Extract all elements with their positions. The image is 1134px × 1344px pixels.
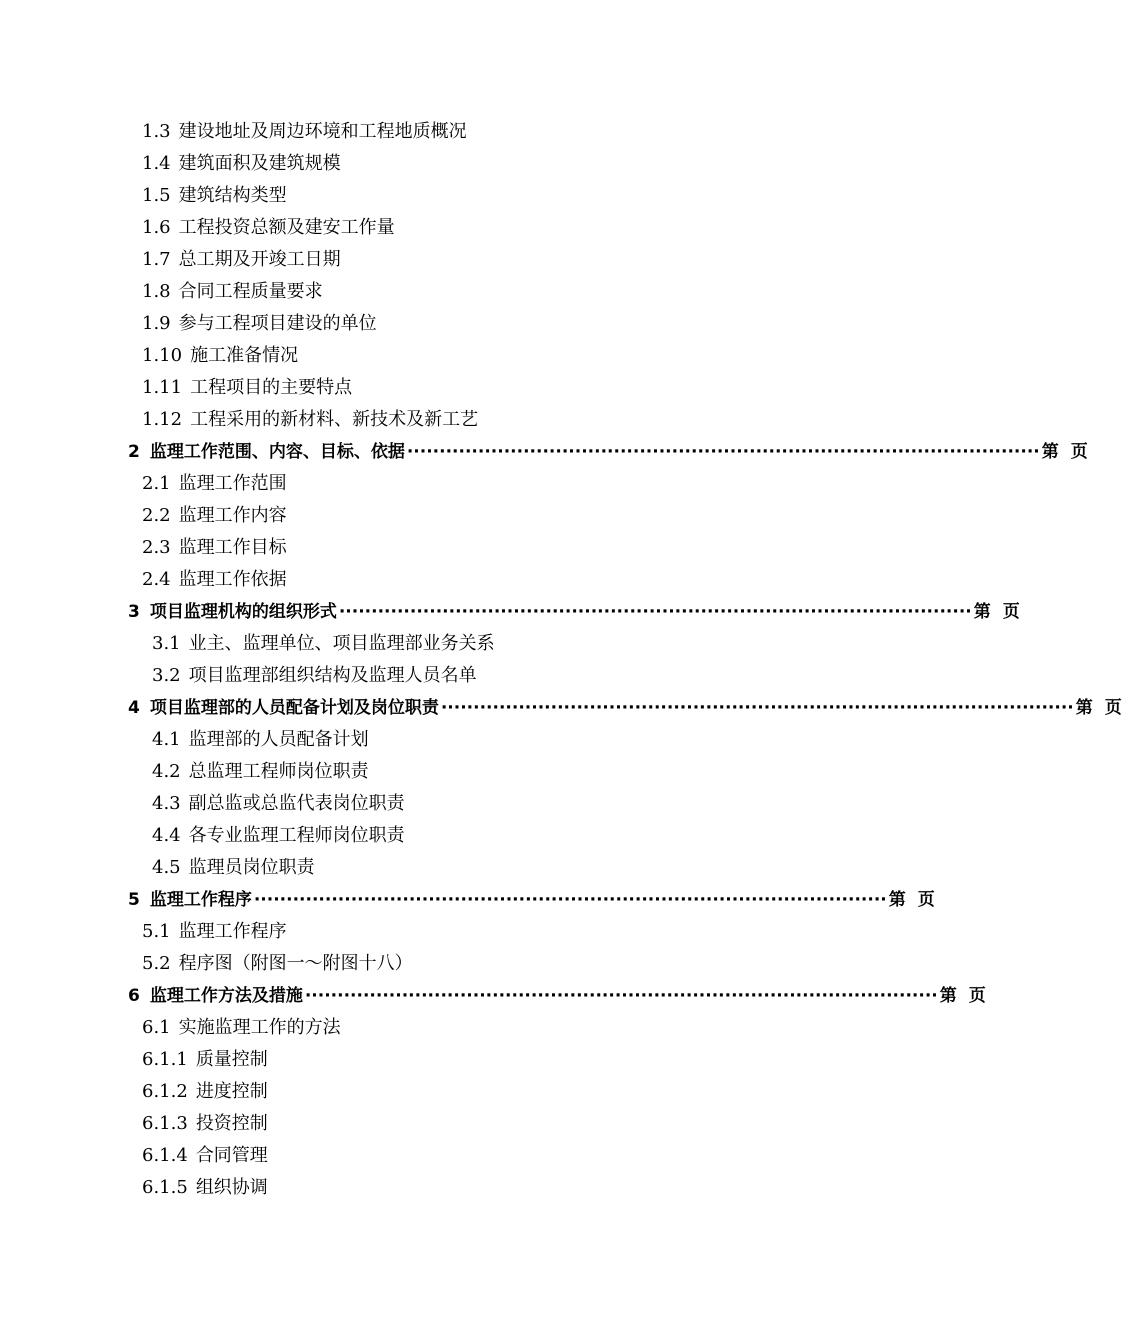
toc-entry-title: 项目监理部组织结构及监理人员名单	[188, 665, 477, 686]
toc-entry-6.1.1	[0, 1044, 950, 1076]
toc-entry-1.4	[0, 148, 950, 180]
toc-entry-title: 监理工作目标	[178, 537, 287, 558]
toc-entry-number: 1.4	[142, 153, 171, 174]
toc-chapter-6	[0, 980, 998, 1012]
toc-chapter-title: 项目监理部的人员配备计划及岗位职责	[149, 698, 439, 718]
toc-chapter-number: 6	[128, 986, 140, 1006]
toc-entry-5.2	[0, 948, 950, 980]
toc-entry-1.9	[0, 308, 950, 340]
toc-entry-title: 建筑面积及建筑规模	[178, 153, 341, 174]
toc-entry-number: 6.1.4	[142, 1145, 188, 1166]
toc-entry-number: 5.2	[142, 953, 171, 974]
toc-entry-number: 2.3	[142, 537, 171, 558]
toc-dot-leader: ··································································································	[406, 442, 1040, 462]
toc-entry-number: 1.9	[142, 313, 171, 334]
toc-page-label: 第页	[1075, 698, 1134, 718]
toc-entry-number: 1.7	[142, 249, 171, 270]
toc-entry-number: 1.12	[142, 409, 183, 430]
toc-dot-leader: ··································································································	[253, 890, 887, 910]
toc-entry-number: 2.2	[142, 505, 171, 526]
toc-entry-6.1	[0, 1012, 950, 1044]
toc-entry-title: 参与工程项目建设的单位	[178, 313, 377, 334]
toc-entry-title: 总工期及开竣工日期	[178, 249, 341, 270]
toc-chapter-5	[0, 884, 947, 916]
toc-entry-title: 合同工程质量要求	[178, 281, 323, 302]
toc-entry-title: 合同管理	[195, 1145, 268, 1166]
toc-entry-number: 2.4	[142, 569, 171, 590]
toc-entry-title: 监理部的人员配备计划	[188, 729, 369, 750]
toc-entry-2.1	[0, 468, 950, 500]
toc-entry-number: 1.10	[142, 345, 183, 366]
toc-entry-6.1.3	[0, 1108, 950, 1140]
toc-entry-4.5	[0, 852, 950, 884]
toc-entry-title: 组织协调	[195, 1177, 268, 1198]
toc-dot-leader: ··································································································	[440, 698, 1074, 718]
toc-entry-1.7	[0, 244, 950, 276]
toc-entry-title: 监理工作依据	[178, 569, 287, 590]
toc-page-label: 第页	[888, 890, 947, 910]
toc-entry-title: 施工准备情况	[190, 345, 299, 366]
toc-chapter-number: 3	[128, 602, 140, 622]
toc-entry-title: 业主、监理单位、项目监理部业务关系	[188, 633, 495, 654]
toc-entry-number: 6.1.1	[142, 1049, 188, 1070]
toc-entry-1.12	[0, 404, 950, 436]
toc-entry-title: 程序图（附图一～附图十八）	[178, 953, 413, 974]
toc-entry-title: 监理工作内容	[178, 505, 287, 526]
toc-chapter-number: 5	[128, 890, 140, 910]
toc-entry-1.8	[0, 276, 950, 308]
toc-entry-title: 工程项目的主要特点	[190, 377, 353, 398]
toc-entry-number: 1.5	[142, 185, 171, 206]
toc-entry-5.1	[0, 916, 950, 948]
toc-entry-1.10	[0, 340, 950, 372]
toc-entry-title: 建设地址及周边环境和工程地质概况	[178, 121, 467, 142]
toc-entry-6.1.2	[0, 1076, 950, 1108]
toc-entry-6.1.4	[0, 1140, 950, 1172]
toc-chapter-title: 监理工作程序	[149, 890, 252, 910]
toc-chapter-3	[0, 596, 1032, 628]
toc-entry-title: 质量控制	[195, 1049, 268, 1070]
toc-entry-title: 监理工作范围	[178, 473, 287, 494]
toc-entry-3.2	[0, 660, 950, 692]
toc-entry-title: 进度控制	[195, 1081, 268, 1102]
toc-entry-2.2	[0, 500, 950, 532]
toc-entry-title: 工程采用的新材料、新技术及新工艺	[190, 409, 479, 430]
toc-entry-number: 1.6	[142, 217, 171, 238]
toc-entry-4.4	[0, 820, 950, 852]
toc-entry-title: 监理员岗位职责	[188, 857, 315, 878]
table-of-contents	[0, 116, 1134, 1204]
toc-entry-1.6	[0, 212, 950, 244]
toc-entry-number: 4.5	[152, 857, 181, 878]
toc-entry-4.2	[0, 756, 950, 788]
toc-page-label: 第页	[1041, 442, 1100, 462]
toc-entry-number: 1.3	[142, 121, 171, 142]
toc-entry-title: 实施监理工作的方法	[178, 1017, 341, 1038]
toc-chapter-number: 4	[128, 698, 140, 718]
toc-entry-number: 2.1	[142, 473, 171, 494]
toc-entry-number: 6.1	[142, 1017, 171, 1038]
toc-entry-title: 总监理工程师岗位职责	[188, 761, 369, 782]
toc-entry-title: 副总监或总监代表岗位职责	[188, 793, 405, 814]
toc-entry-number: 1.8	[142, 281, 171, 302]
toc-entry-4.3	[0, 788, 950, 820]
toc-page-label: 第页	[973, 602, 1032, 622]
toc-entry-4.1	[0, 724, 950, 756]
toc-entry-title: 建筑结构类型	[178, 185, 287, 206]
toc-chapter-title: 项目监理机构的组织形式	[149, 602, 337, 622]
toc-entry-title: 工程投资总额及建安工作量	[178, 217, 395, 238]
toc-entry-1.11	[0, 372, 950, 404]
toc-chapter-number: 2	[128, 442, 140, 462]
toc-entry-2.4	[0, 564, 950, 596]
toc-entry-1.3	[0, 116, 950, 148]
toc-entry-number: 5.1	[142, 921, 171, 942]
toc-page-label: 第页	[939, 986, 998, 1006]
toc-chapter-4	[0, 692, 1134, 724]
toc-entry-number: 4.3	[152, 793, 181, 814]
toc-entry-title: 监理工作程序	[178, 921, 287, 942]
toc-entry-3.1	[0, 628, 950, 660]
toc-dot-leader: ··································································································	[304, 986, 938, 1006]
toc-entry-number: 1.11	[142, 377, 183, 398]
toc-entry-6.1.5	[0, 1172, 950, 1204]
toc-entry-number: 4.2	[152, 761, 181, 782]
toc-entry-number: 3.1	[152, 633, 181, 654]
toc-entry-number: 6.1.3	[142, 1113, 188, 1134]
toc-entry-1.5	[0, 180, 950, 212]
toc-entry-title: 各专业监理工程师岗位职责	[188, 825, 405, 846]
toc-chapter-title: 监理工作范围、内容、目标、依据	[149, 442, 405, 462]
toc-dot-leader: ··································································································	[338, 602, 972, 622]
toc-chapter-title: 监理工作方法及措施	[149, 986, 303, 1006]
toc-entry-2.3	[0, 532, 950, 564]
toc-entry-number: 4.4	[152, 825, 181, 846]
toc-entry-number: 6.1.2	[142, 1081, 188, 1102]
toc-chapter-2	[0, 436, 1100, 468]
toc-entry-number: 3.2	[152, 665, 181, 686]
toc-entry-number: 6.1.5	[142, 1177, 188, 1198]
toc-entry-number: 4.1	[152, 729, 181, 750]
toc-entry-title: 投资控制	[195, 1113, 268, 1134]
